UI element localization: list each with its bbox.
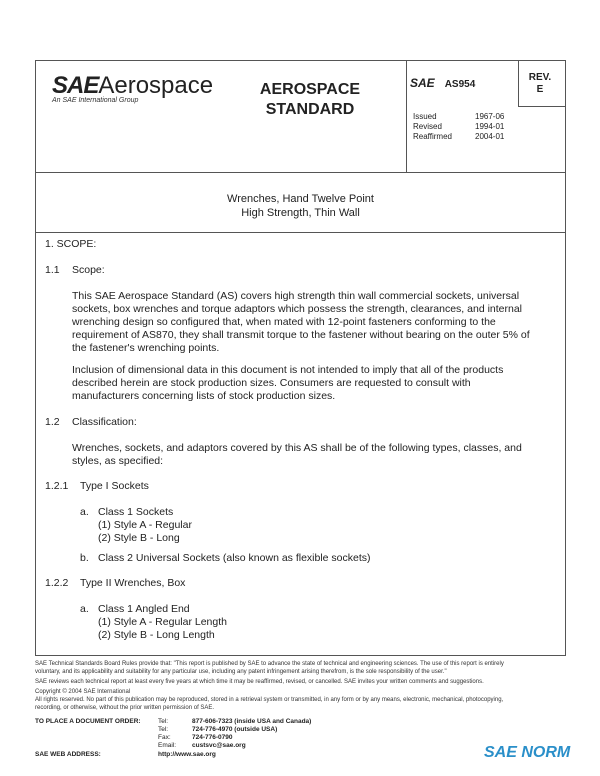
classification-paragraph — [72, 442, 552, 468]
rev-value: E — [536, 84, 544, 95]
tel2-value[interactable]: 724-776-4970 (outside USA) — [192, 726, 278, 733]
item-a2-label: a. — [80, 603, 89, 615]
item-b1-text: Class 2 Universal Sockets (also known as flexible sockets) — [98, 552, 371, 564]
standard-heading — [230, 80, 390, 120]
issued-label: Issued — [413, 112, 437, 121]
tel1-label: Tel: — [158, 718, 169, 725]
section-1-2-2-number: 1.2.2 — [45, 577, 69, 589]
p1-line: sockets, box wrenches and torque adaptors which possess the strength, clearances, and internal — [72, 303, 523, 315]
section-1-1-number: 1.1 — [45, 264, 60, 276]
document-number — [410, 76, 475, 90]
item-b1-label: b. — [80, 552, 89, 564]
item-a2-style-b: (2) Style B - Long Length — [98, 629, 215, 641]
scope-paragraph-2 — [72, 364, 552, 403]
item-a1-style-a: (1) Style A - Regular — [98, 519, 192, 531]
sae-aerospace-logo — [52, 72, 213, 100]
fax-label: Fax: — [158, 734, 171, 741]
header-col-divider-2 — [518, 60, 519, 106]
footer-copyright — [35, 688, 566, 712]
rev-label: REV. — [528, 72, 552, 83]
footer-notice-review: SAE reviews each technical report at least every five years at which time it may be reaffirmed, revised, or cancelled. SAE invites your written comments and suggestions. — [35, 679, 484, 685]
p1-line: wrenching design so configured that, when mated with 12-point fasteners conforming to the — [72, 316, 496, 328]
footer-notice-rules — [35, 660, 566, 676]
scope-paragraph-1 — [72, 290, 552, 355]
standard-heading-line2: STANDARD — [265, 101, 355, 118]
footer-line: SAE Technical Standards Board Rules provide that: "This report is published by SAE to advance the state of technical and engineering sciences. The use of this report is entirely — [35, 661, 504, 667]
item-a1-style-b: (2) Style B - Long — [98, 532, 180, 544]
standard-heading-line1: AEROSPACE — [259, 81, 361, 98]
email-link[interactable]: custsvc@sae.org — [192, 742, 246, 749]
item-a1-text: Class 1 Sockets — [98, 506, 174, 518]
p1-line: This SAE Aerospace Standard (AS) covers high strength thin wall commercial sockets, universal — [72, 290, 520, 302]
header-divider — [35, 172, 566, 173]
reaffirmed-value: 2004-01 — [475, 132, 505, 141]
rev-box-bottom — [518, 106, 566, 107]
section-1-2-2-title: Type II Wrenches, Box — [80, 577, 186, 589]
p2-line: described herein are stock production sizes. Consumers are requested to consult with — [72, 377, 471, 389]
document-frame — [35, 60, 566, 656]
web-address-label: SAE WEB ADDRESS: — [35, 751, 101, 758]
footer-line: Copyright © 2004 SAE International — [35, 689, 131, 695]
logo-subtitle: An SAE International Group — [52, 97, 139, 104]
item-a1-label: a. — [80, 506, 89, 518]
fax-value[interactable]: 724-776-0790 — [192, 734, 233, 741]
contact-labels — [158, 718, 176, 750]
section-1-2-1-title: Type I Sockets — [80, 480, 149, 492]
revised-label: Revised — [413, 122, 442, 131]
order-label: TO PLACE A DOCUMENT ORDER: — [35, 718, 141, 725]
email-label: Email: — [158, 742, 177, 749]
revision-box — [520, 72, 560, 96]
section-1-2-number: 1.2 — [45, 416, 60, 428]
item-a2-style-a: (1) Style A - Regular Length — [98, 616, 227, 628]
footer-line: recording, or otherwise, without the prior written permission of SAE. — [35, 705, 215, 711]
p3-line: styles, as specified: — [72, 455, 164, 467]
doc-number-value: AS954 — [444, 79, 476, 90]
contact-values — [192, 718, 311, 750]
document-title — [35, 192, 566, 220]
p3-line: Wrenches, sockets, and adaptors covered by this AS shall be of the following types, classes, and — [72, 442, 522, 454]
issued-value: 1967-06 — [475, 112, 505, 121]
doc-sae-mark: SAE — [410, 76, 435, 90]
tel1-value[interactable]: 877-606-7323 (inside USA and Canada) — [192, 718, 312, 725]
header-col-divider-1 — [406, 60, 407, 172]
web-address-link[interactable]: http://www.sae.org — [158, 751, 216, 758]
p2-line: Inclusion of dimensional data in this document is not intended to imply that all of the products — [72, 364, 504, 376]
title-divider — [35, 232, 566, 233]
footer-line: All rights reserved. No part of this publication may be reproduced, stored in a retrieval system or transmitted, in any form or by any means, electronic, mechanical, photocopying, — [35, 697, 504, 703]
p2-line: manufacturers concerning lists of stock production sizes. — [72, 390, 336, 402]
logo-aerospace-text: Aerospace — [98, 72, 214, 99]
p1-line: the fastener's wrenching points. — [72, 342, 220, 354]
tel2-label: Tel: — [158, 726, 169, 733]
p1-line: requirement of AS870, they shall transmit torque to the fastener without bearing on the outer 5% of — [72, 329, 530, 341]
logo-sae-text: SAE — [52, 72, 99, 99]
title-line2: High Strength, Thin Wall — [241, 207, 360, 219]
reaffirmed-label: Reaffirmed — [413, 132, 452, 141]
section-1-2-1-number: 1.2.1 — [45, 480, 69, 492]
footer-line: voluntary, and its applicability and suitability for any particular use, including any patent infringement arising therefrom, is the sole responsibility of the user." — [35, 669, 447, 675]
item-a2-text: Class 1 Angled End — [98, 603, 190, 615]
title-line1: Wrenches, Hand Twelve Point — [227, 193, 374, 205]
section-1-1-title: Scope: — [72, 264, 105, 276]
section-1-2-title: Classification: — [72, 416, 137, 428]
revised-value: 1994-01 — [475, 122, 505, 131]
brand-watermark: SAE NORM — [484, 744, 571, 761]
section-1-heading: 1. SCOPE: — [45, 238, 97, 250]
document-dates — [413, 112, 504, 142]
